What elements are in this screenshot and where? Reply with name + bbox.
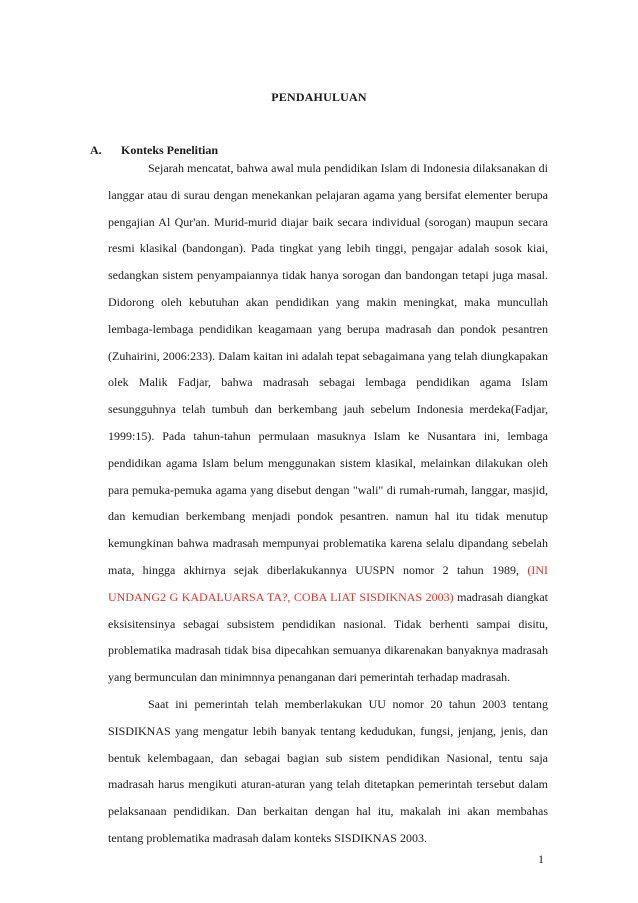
body-text bbox=[108, 155, 548, 852]
paragraph-1 bbox=[108, 155, 548, 691]
paragraph-1-part-1: Sejarah mencatat, bahwa awal mula pendidikan Islam di Indonesia dilaksanakan di langgar atau di surau dengan menekankan pelajaran agama yang bersifat elementer berupa pengajian Al Qur'an. Murid-murid diajar baik secara individual (sorogan) maupun secara resmi klasikal (bandongan). Pada tingkat yang lebih tinggi, pengajar adalah sosok kiai, sedangkan sistem penyampaiannya tidak hanya sorogan dan bandongan tetapi juga masal. Didorong oleh kebutuhan akan pendidikan yang makin meningkat, maka muncullah lembaga-lembaga pendidikan keagamaan yang berupa madrasah dan pondok pesantren (Zuhairini, 2006:233). Dalam kaitan ini adalah tepat sebagaimana yang telah diungkapakan olek Malik Fadjar, bahwa madrasah sebagai lembaga pendidikan agama Islam sesungguhnya telah tumbuh dan berkembang jauh sebelum Indonesia merdeka(Fadjar, 1999:15). Pada tahun-tahun permulaan masuknya Islam ke Nusantara ini, lembaga pendidikan agama Islam belum menggunakan sistem klasikal, melainkan dilakukan oleh para pemuka-pemuka agama yang disebut dengan "wali" di rumah-rumah, langgar, masjid, dan kemudian berkembang menjadi pondok pesantren. namun hal itu tidak menutup kemungkinan bahwa madrasah mempunyai problematika karena selalu dipandang sebelah mata, hingga akhirnya sejak diberlakukannya UUSPN nomor 2 tahun 1989, bbox=[108, 161, 548, 577]
editor-comment-highlight: (INI UNDANG2 G KADALUARSA TA?, COBA LIAT SISDIKNAS 2003) bbox=[108, 562, 548, 604]
page-title: PENDAHULUAN bbox=[271, 90, 367, 104]
page-number: 1 bbox=[538, 852, 544, 866]
section-title: Konteks Penelitian bbox=[121, 143, 219, 157]
paragraph-1-part-2: madrasah diangkat eksisitensinya sebagai subsistem pendidikan nasional. Tidak berhenti sampai disitu, problematika madrasah tidak bisa dipecahkan semuanya dikarenakan banyaknya madrasah yang bermunculan dan minimnnya penanganan dari pemerintah terhadap madrasah. bbox=[108, 589, 548, 685]
paragraph-2: Saat ini pemerintah telah memberlakukan UU nomor 20 tahun 2003 tentang SISDIKNAS yang mengatur lebih banyak tentang kedudukan, fungsi, jenjang, jenis, dan bentuk kelembagaan, dan sebagai bagian sub sistem pendidikan Nasional, tentu saja madrasah harus mengikuti aturan-aturan yang telah ditetapkan pemerintah tersebut dalam pelaksanaan pendidikan. Dan berkaitan dengan hal itu, makalah ini akan membahas tentang problematika madrasah dalam konteks SISDIKNAS 2003. bbox=[108, 696, 548, 845]
section-number: A. bbox=[90, 143, 102, 157]
